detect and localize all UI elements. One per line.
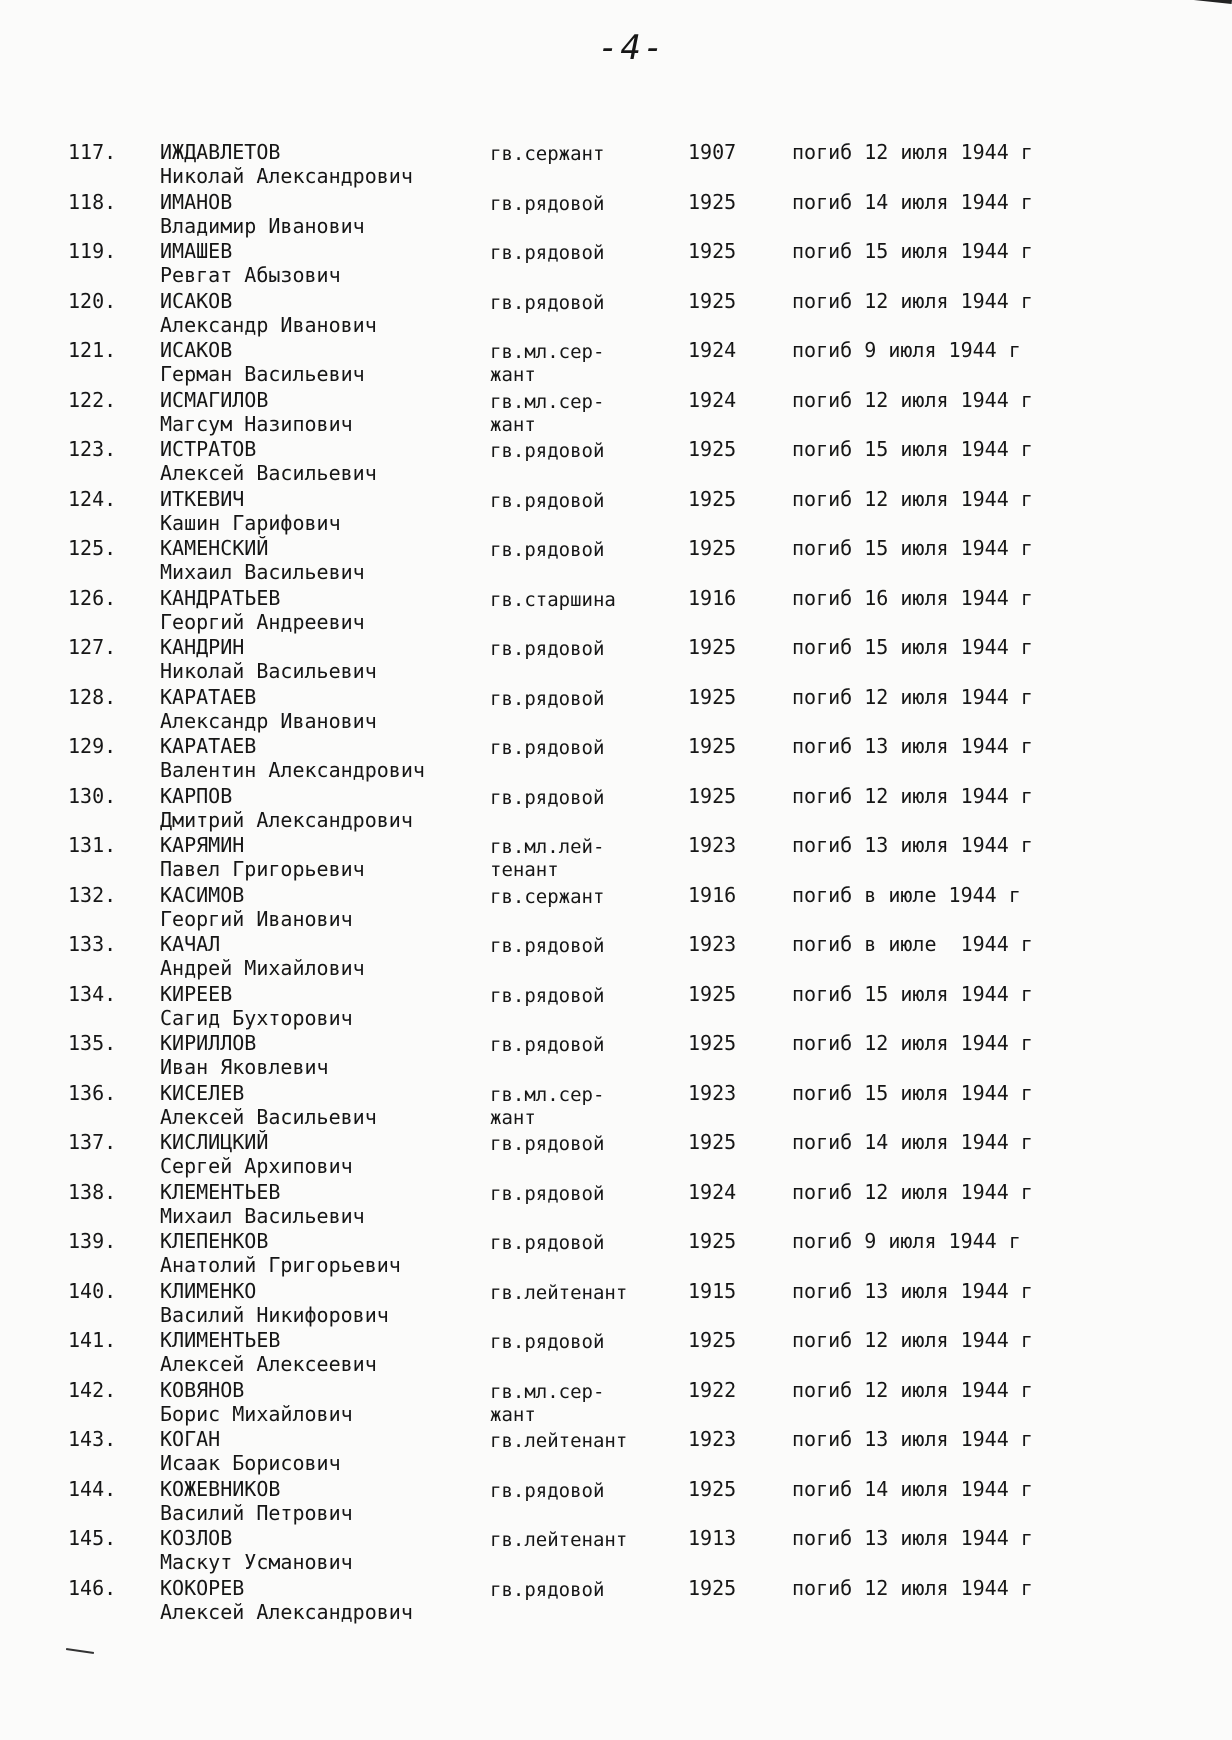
- rank: гв.рядовой: [490, 984, 605, 1007]
- given-name: Георгий Иванович: [160, 906, 353, 931]
- given-name: Андрей Михайлович: [160, 956, 365, 980]
- surname: ИТКЕВИЧ: [160, 486, 245, 511]
- fate: погиб 12 июля 1944 г: [792, 140, 1033, 164]
- rank: гв.рядовой: [490, 1331, 605, 1353]
- fate: погиб 15 июля 1944 г: [792, 1080, 1033, 1105]
- given-name: Алексей Васильевич: [160, 461, 377, 485]
- list-item: [0, 237, 1232, 287]
- fate: погиб 15 июля 1944 г: [792, 635, 1033, 659]
- birth-year: 1923: [688, 932, 737, 956]
- record-number: 120.: [68, 288, 117, 313]
- record-number: 127.: [68, 635, 117, 659]
- fate: погиб 12 июля 1944 г: [792, 1328, 1033, 1352]
- given-name: Анатолий Григорьевич: [160, 1253, 401, 1277]
- rank: гв.рядовой: [490, 489, 605, 512]
- surname: КОКОРЕВ: [160, 1575, 245, 1600]
- fate: погиб 13 июля 1944 г: [792, 1278, 1033, 1303]
- list-item: [0, 1079, 1232, 1129]
- birth-year: 1925: [688, 1328, 737, 1352]
- given-name: Павел Григорьевич: [160, 857, 365, 881]
- record-number: 142.: [68, 1377, 117, 1402]
- record-number: 137.: [68, 1130, 117, 1154]
- record-number: 126.: [68, 585, 117, 610]
- record-number: 136.: [68, 1080, 117, 1105]
- given-name: Владимир Иванович: [160, 213, 365, 238]
- birth-year: 1925: [688, 783, 737, 808]
- birth-year: 1925: [688, 288, 737, 313]
- list-item: [0, 1128, 1232, 1178]
- fate: погиб 12 июля 1944 г: [792, 288, 1033, 313]
- record-number: 144.: [68, 1476, 117, 1501]
- given-name: Николай Александрович: [160, 164, 413, 188]
- rank: гв.рядовой: [490, 242, 605, 264]
- rank: жант: [490, 413, 536, 436]
- birth-year: 1922: [688, 1377, 737, 1402]
- list-item: [0, 980, 1232, 1030]
- given-name: Алексей Васильевич: [160, 1104, 377, 1129]
- rank: гв.рядовой: [490, 1133, 605, 1155]
- given-name: Борис Михайлович: [160, 1401, 353, 1426]
- rank: гв.старшина: [490, 588, 616, 611]
- surname: КОЗЛОВ: [160, 1526, 233, 1550]
- list-item: [0, 683, 1232, 733]
- fate: погиб 12 июля 1944 г: [792, 387, 1033, 412]
- surname: КАЧАЛ: [160, 932, 221, 956]
- record-number: 139.: [68, 1229, 117, 1253]
- list-item: [0, 485, 1232, 535]
- birth-year: 1923: [688, 833, 737, 857]
- fate: погиб 12 июля 1944 г: [792, 486, 1033, 511]
- record-number: 132.: [68, 882, 117, 907]
- birth-year: 1924: [688, 387, 737, 412]
- list-item: [0, 732, 1232, 782]
- record-number: 140.: [68, 1278, 117, 1303]
- rank: тенант: [490, 859, 559, 881]
- given-name: Магсум Назипович: [160, 411, 353, 436]
- birth-year: 1925: [688, 635, 737, 659]
- record-number: 134.: [68, 981, 117, 1006]
- given-name: Кашин Гарифович: [160, 510, 341, 535]
- record-number: 119.: [68, 239, 117, 263]
- surname: КАНДРИН: [160, 635, 245, 659]
- rank: гв.рядовой: [490, 1578, 605, 1601]
- record-number: 130.: [68, 783, 117, 808]
- rank: гв.рядовой: [490, 786, 605, 809]
- rank: гв.рядовой: [490, 1034, 605, 1056]
- birth-year: 1925: [688, 1575, 737, 1600]
- record-number: 129.: [68, 734, 117, 758]
- surname: КИСЕЛЕВ: [160, 1080, 245, 1105]
- fate: погиб 13 июля 1944 г: [792, 1526, 1033, 1550]
- fate: погиб 12 июля 1944 г: [792, 1575, 1033, 1600]
- rank: гв.лейтенант: [490, 1529, 628, 1551]
- given-name: Василий Никифорович: [160, 1302, 389, 1327]
- record-number: 141.: [68, 1328, 117, 1352]
- given-name: Алексей Алексеевич: [160, 1352, 377, 1376]
- birth-year: 1925: [688, 239, 737, 263]
- fate: погиб 15 июля 1944 г: [792, 239, 1033, 263]
- fate: погиб в июле 1944 г: [792, 932, 1033, 956]
- list-item: [0, 1178, 1232, 1228]
- fate: погиб 15 июля 1944 г: [792, 981, 1033, 1006]
- record-number: 123.: [68, 437, 117, 461]
- record-number: 125.: [68, 536, 117, 560]
- list-item: [0, 1475, 1232, 1525]
- list-item: [0, 831, 1232, 881]
- list-item: [0, 1326, 1232, 1376]
- list-item: [0, 881, 1232, 931]
- list-item: [0, 1524, 1232, 1574]
- fate: погиб 9 июля 1944 г: [792, 1229, 1021, 1253]
- surname: ИСАКОВ: [160, 338, 233, 362]
- list-item: [0, 386, 1232, 436]
- list-item: [0, 188, 1232, 238]
- record-number: 145.: [68, 1526, 117, 1550]
- given-name: Исаак Борисович: [160, 1451, 341, 1475]
- rank: жант: [490, 364, 536, 386]
- surname: КАРАТАЕВ: [160, 684, 257, 709]
- list-item: [0, 584, 1232, 634]
- given-name: Сагид Бухторович: [160, 1005, 353, 1030]
- given-name: Михаил Васильевич: [160, 560, 365, 584]
- given-name: Николай Васильевич: [160, 659, 377, 683]
- rank: гв.сержант: [490, 143, 605, 165]
- rank: жант: [490, 1403, 536, 1426]
- birth-year: 1925: [688, 1031, 737, 1055]
- rank: гв.мл.сер-: [490, 1380, 605, 1403]
- record-number: 124.: [68, 486, 117, 511]
- given-name: Александр Иванович: [160, 708, 377, 733]
- fate: погиб 14 июля 1944 г: [792, 1130, 1033, 1154]
- surname: ИМАШЕВ: [160, 239, 233, 263]
- record-number: 117.: [68, 140, 117, 164]
- rank: гв.мл.лей-: [490, 836, 605, 858]
- given-name: Маскут Усманович: [160, 1550, 353, 1574]
- birth-year: 1925: [688, 1476, 737, 1501]
- fate: погиб в июле 1944 г: [792, 882, 1021, 907]
- rank: гв.лейтенант: [490, 1281, 628, 1304]
- rank: гв.рядовой: [490, 440, 605, 462]
- surname: ИСТРАТОВ: [160, 437, 257, 461]
- fate: погиб 12 июля 1944 г: [792, 783, 1033, 808]
- surname: ИСАКОВ: [160, 288, 233, 313]
- fate: погиб 15 июля 1944 г: [792, 437, 1033, 461]
- list-item: [0, 138, 1232, 188]
- rank: гв.рядовой: [490, 638, 605, 660]
- given-name: Георгий Андреевич: [160, 609, 365, 634]
- surname: КАНДРАТЬЕВ: [160, 585, 281, 610]
- birth-year: 1923: [688, 1080, 737, 1105]
- rank: гв.рядовой: [490, 539, 605, 561]
- record-number: 131.: [68, 833, 117, 857]
- rank: гв.рядовой: [490, 935, 605, 957]
- record-number: 143.: [68, 1427, 117, 1451]
- surname: КИСЛИЦКИЙ: [160, 1130, 269, 1154]
- given-name: Валентин Александрович: [160, 758, 425, 782]
- record-number: 133.: [68, 932, 117, 956]
- birth-year: 1924: [688, 338, 737, 362]
- given-name: Герман Васильевич: [160, 362, 365, 386]
- surname: КОЖЕВНИКОВ: [160, 1476, 281, 1501]
- list-item: [0, 435, 1232, 485]
- birth-year: 1925: [688, 437, 737, 461]
- fate: погиб 13 июля 1944 г: [792, 833, 1033, 857]
- fate: погиб 12 июля 1944 г: [792, 1377, 1033, 1402]
- birth-year: 1923: [688, 1427, 737, 1451]
- surname: ИСМАГИЛОВ: [160, 387, 269, 412]
- rank: гв.лейтенант: [490, 1430, 628, 1452]
- fate: погиб 15 июля 1944 г: [792, 536, 1033, 560]
- list-item: [0, 1227, 1232, 1277]
- list-item: [0, 930, 1232, 980]
- rank: гв.рядовой: [490, 1182, 605, 1205]
- fate: погиб 14 июля 1944 г: [792, 189, 1033, 214]
- given-name: Иван Яковлевич: [160, 1055, 329, 1079]
- surname: КАМЕНСКИЙ: [160, 536, 269, 560]
- birth-year: 1925: [688, 1229, 737, 1253]
- scan-mark: [66, 1648, 94, 1654]
- rank: гв.рядовой: [490, 192, 605, 215]
- birth-year: 1916: [688, 585, 737, 610]
- surname: ИМАНОВ: [160, 189, 233, 214]
- list-item: [0, 782, 1232, 832]
- given-name: Михаил Васильевич: [160, 1203, 365, 1228]
- list-item: [0, 1029, 1232, 1079]
- rank: гв.сержант: [490, 885, 605, 908]
- record-number: 138.: [68, 1179, 117, 1204]
- surname: КАРАТАЕВ: [160, 734, 257, 758]
- birth-year: 1925: [688, 684, 737, 709]
- surname: КИРЕЕВ: [160, 981, 233, 1006]
- fate: погиб 12 июля 1944 г: [792, 684, 1033, 709]
- surname: КАРПОВ: [160, 783, 233, 808]
- scan-mark: [1172, 0, 1232, 4]
- birth-year: 1925: [688, 1130, 737, 1154]
- fate: погиб 9 июля 1944 г: [792, 338, 1021, 362]
- given-name: Дмитрий Александрович: [160, 807, 413, 832]
- record-number: 122.: [68, 387, 117, 412]
- list-item: [0, 1277, 1232, 1327]
- surname: КИРИЛЛОВ: [160, 1031, 257, 1055]
- record-number: 146.: [68, 1575, 117, 1600]
- rank: гв.мл.сер-: [490, 341, 605, 363]
- fate: погиб 14 июля 1944 г: [792, 1476, 1033, 1501]
- list-item: [0, 534, 1232, 584]
- birth-year: 1913: [688, 1526, 737, 1550]
- given-name: Александр Иванович: [160, 312, 377, 337]
- surname: КАРЯМИН: [160, 833, 245, 857]
- birth-year: 1925: [688, 981, 737, 1006]
- record-number: 121.: [68, 338, 117, 362]
- list-item: [0, 1574, 1232, 1624]
- rank: гв.рядовой: [490, 1479, 605, 1502]
- birth-year: 1925: [688, 536, 737, 560]
- surname: КОВЯНОВ: [160, 1377, 245, 1402]
- given-name: Алексей Александрович: [160, 1599, 413, 1624]
- record-number: 118.: [68, 189, 117, 214]
- records-list: [0, 138, 1232, 1623]
- fate: погиб 16 июля 1944 г: [792, 585, 1033, 610]
- birth-year: 1916: [688, 882, 737, 907]
- list-item: [0, 1425, 1232, 1475]
- birth-year: 1915: [688, 1278, 737, 1303]
- rank: жант: [490, 1106, 536, 1129]
- given-name: Василий Петрович: [160, 1500, 353, 1525]
- rank: гв.рядовой: [490, 1232, 605, 1254]
- rank: гв.мл.сер-: [490, 390, 605, 413]
- page-number: -4-: [598, 28, 666, 68]
- given-name: Ревгат Абызович: [160, 263, 341, 287]
- surname: ИЖДАВЛЕТОВ: [160, 140, 281, 164]
- surname: КЛЕМЕНТЬЕВ: [160, 1179, 281, 1204]
- rank: гв.рядовой: [490, 687, 605, 710]
- list-item: [0, 1376, 1232, 1426]
- record-number: 135.: [68, 1031, 117, 1055]
- rank: гв.рядовой: [490, 737, 605, 759]
- birth-year: 1907: [688, 140, 737, 164]
- fate: погиб 12 июля 1944 г: [792, 1179, 1033, 1204]
- rank: гв.мл.сер-: [490, 1083, 605, 1106]
- record-number: 128.: [68, 684, 117, 709]
- surname: КЛЕПЕНКОВ: [160, 1229, 269, 1253]
- surname: КЛИМЕНТЬЕВ: [160, 1328, 281, 1352]
- birth-year: 1925: [688, 189, 737, 214]
- list-item: [0, 336, 1232, 386]
- fate: погиб 13 июля 1944 г: [792, 734, 1033, 758]
- list-item: [0, 287, 1232, 337]
- surname: КОГАН: [160, 1427, 221, 1451]
- surname: КЛИМЕНКО: [160, 1278, 257, 1303]
- list-item: [0, 633, 1232, 683]
- fate: погиб 13 июля 1944 г: [792, 1427, 1033, 1451]
- rank: гв.рядовой: [490, 291, 605, 314]
- birth-year: 1925: [688, 734, 737, 758]
- given-name: Сергей Архипович: [160, 1154, 353, 1178]
- birth-year: 1925: [688, 486, 737, 511]
- birth-year: 1924: [688, 1179, 737, 1204]
- surname: КАСИМОВ: [160, 882, 245, 907]
- fate: погиб 12 июля 1944 г: [792, 1031, 1033, 1055]
